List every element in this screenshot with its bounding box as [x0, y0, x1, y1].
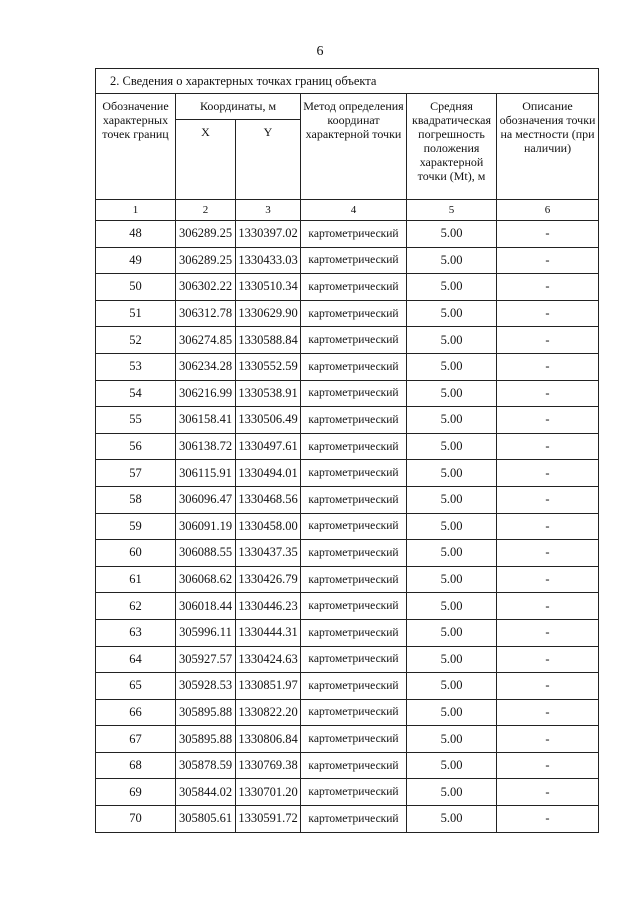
error-cell: 5.00 [407, 593, 497, 620]
y-coordinate-cell: 1330851.97 [236, 673, 301, 700]
x-coordinate-cell: 306096.47 [176, 486, 236, 513]
x-coordinate-cell: 306068.62 [176, 566, 236, 593]
method-cell: картометрический [301, 274, 407, 301]
point-id-cell: 59 [96, 513, 176, 540]
method-cell: картометрический [301, 726, 407, 753]
x-coordinate-cell: 305805.61 [176, 806, 236, 833]
x-coordinate-cell: 306234.28 [176, 353, 236, 380]
method-cell: картометрический [301, 247, 407, 274]
y-coordinate-cell: 1330538.91 [236, 380, 301, 407]
table-row [96, 593, 599, 620]
error-cell: 5.00 [407, 380, 497, 407]
y-coordinate-cell: 1330494.01 [236, 460, 301, 487]
y-coordinate-cell: 1330497.61 [236, 433, 301, 460]
y-coordinate-cell: 1330806.84 [236, 726, 301, 753]
method-cell: картометрический [301, 327, 407, 354]
y-coordinate-cell: 1330591.72 [236, 806, 301, 833]
description-cell: - [497, 433, 599, 460]
y-coordinate-cell: 1330437.35 [236, 540, 301, 567]
method-cell: картометрический [301, 593, 407, 620]
description-cell: - [497, 752, 599, 779]
method-cell: картометрический [301, 513, 407, 540]
description-cell: - [497, 486, 599, 513]
table-body [96, 221, 599, 833]
description-cell: - [497, 593, 599, 620]
table-row [96, 274, 599, 301]
error-cell: 5.00 [407, 540, 497, 567]
error-cell: 5.00 [407, 646, 497, 673]
column-number: 3 [236, 200, 301, 221]
point-id-cell: 66 [96, 699, 176, 726]
y-coordinate-cell: 1330468.56 [236, 486, 301, 513]
description-cell: - [497, 407, 599, 434]
point-id-cell: 50 [96, 274, 176, 301]
x-coordinate-cell: 305895.88 [176, 699, 236, 726]
method-cell: картометрический [301, 699, 407, 726]
method-cell: картометрический [301, 407, 407, 434]
error-cell: 5.00 [407, 779, 497, 806]
error-cell: 5.00 [407, 247, 497, 274]
x-coordinate-cell: 305996.11 [176, 619, 236, 646]
column-number: 1 [96, 200, 176, 221]
error-cell: 5.00 [407, 460, 497, 487]
point-id-cell: 65 [96, 673, 176, 700]
y-coordinate-cell: 1330446.23 [236, 593, 301, 620]
method-cell: картометрический [301, 540, 407, 567]
table-row [96, 726, 599, 753]
error-cell: 5.00 [407, 752, 497, 779]
y-coordinate-cell: 1330444.31 [236, 619, 301, 646]
description-cell: - [497, 726, 599, 753]
x-coordinate-cell: 306091.19 [176, 513, 236, 540]
column-number: 4 [301, 200, 407, 221]
header-y: Y [236, 120, 301, 200]
description-cell: - [497, 353, 599, 380]
point-id-cell: 53 [96, 353, 176, 380]
description-cell: - [497, 327, 599, 354]
table-row [96, 619, 599, 646]
description-cell: - [497, 380, 599, 407]
description-cell: - [497, 221, 599, 248]
error-cell: 5.00 [407, 433, 497, 460]
page-number: 6 [316, 44, 324, 59]
x-coordinate-cell: 306289.25 [176, 221, 236, 248]
point-id-cell: 62 [96, 593, 176, 620]
column-number: 6 [497, 200, 599, 221]
table-row [96, 806, 599, 833]
method-cell: картометрический [301, 752, 407, 779]
point-id-cell: 56 [96, 433, 176, 460]
y-coordinate-cell: 1330701.20 [236, 779, 301, 806]
point-id-cell: 48 [96, 221, 176, 248]
table-row [96, 699, 599, 726]
table-row [96, 407, 599, 434]
method-cell: картометрический [301, 673, 407, 700]
x-coordinate-cell: 305844.02 [176, 779, 236, 806]
y-coordinate-cell: 1330426.79 [236, 566, 301, 593]
header-x: X [176, 120, 236, 200]
table-row [96, 486, 599, 513]
point-id-cell: 61 [96, 566, 176, 593]
x-coordinate-cell: 306138.72 [176, 433, 236, 460]
table-row [96, 327, 599, 354]
description-cell: - [497, 247, 599, 274]
y-coordinate-cell: 1330510.34 [236, 274, 301, 301]
x-coordinate-cell: 306312.78 [176, 300, 236, 327]
table-row [96, 752, 599, 779]
column-number: 2 [176, 200, 236, 221]
description-cell: - [497, 673, 599, 700]
description-cell: - [497, 646, 599, 673]
table-row [96, 779, 599, 806]
point-id-cell: 57 [96, 460, 176, 487]
x-coordinate-cell: 306216.99 [176, 380, 236, 407]
error-cell: 5.00 [407, 513, 497, 540]
description-cell: - [497, 540, 599, 567]
x-coordinate-cell: 305927.57 [176, 646, 236, 673]
section-title: 2. Сведения о характерных точках границ объекта [96, 69, 599, 94]
table-row [96, 353, 599, 380]
column-number: 5 [407, 200, 497, 221]
point-id-cell: 52 [96, 327, 176, 354]
column-number-row [96, 200, 599, 221]
method-cell: картометрический [301, 646, 407, 673]
point-id-cell: 70 [96, 806, 176, 833]
table-row [96, 646, 599, 673]
method-cell: картометрический [301, 433, 407, 460]
table-row [96, 566, 599, 593]
error-cell: 5.00 [407, 619, 497, 646]
table-row [96, 380, 599, 407]
table-row [96, 540, 599, 567]
x-coordinate-cell: 306274.85 [176, 327, 236, 354]
x-coordinate-cell: 305878.59 [176, 752, 236, 779]
x-coordinate-cell: 306018.44 [176, 593, 236, 620]
method-cell: картометрический [301, 779, 407, 806]
description-cell: - [497, 566, 599, 593]
table-row [96, 673, 599, 700]
x-coordinate-cell: 305895.88 [176, 726, 236, 753]
description-cell: - [497, 300, 599, 327]
error-cell: 5.00 [407, 407, 497, 434]
x-coordinate-cell: 306289.25 [176, 247, 236, 274]
error-cell: 5.00 [407, 353, 497, 380]
point-id-cell: 49 [96, 247, 176, 274]
description-cell: - [497, 806, 599, 833]
boundary-points-table [95, 68, 599, 833]
point-id-cell: 51 [96, 300, 176, 327]
error-cell: 5.00 [407, 673, 497, 700]
y-coordinate-cell: 1330506.49 [236, 407, 301, 434]
x-coordinate-cell: 306088.55 [176, 540, 236, 567]
y-coordinate-cell: 1330458.00 [236, 513, 301, 540]
description-cell: - [497, 460, 599, 487]
y-coordinate-cell: 1330588.84 [236, 327, 301, 354]
method-cell: картометрический [301, 300, 407, 327]
y-coordinate-cell: 1330769.38 [236, 752, 301, 779]
x-coordinate-cell: 306302.22 [176, 274, 236, 301]
error-cell: 5.00 [407, 300, 497, 327]
error-cell: 5.00 [407, 486, 497, 513]
point-id-cell: 55 [96, 407, 176, 434]
method-cell: картометрический [301, 380, 407, 407]
description-cell: - [497, 274, 599, 301]
table-row [96, 300, 599, 327]
header-description: Описание обозначения точки на местности (при наличии) [497, 94, 599, 200]
description-cell: - [497, 619, 599, 646]
x-coordinate-cell: 306115.91 [176, 460, 236, 487]
y-coordinate-cell: 1330397.02 [236, 221, 301, 248]
point-id-cell: 60 [96, 540, 176, 567]
y-coordinate-cell: 1330629.90 [236, 300, 301, 327]
table-row [96, 433, 599, 460]
point-id-cell: 69 [96, 779, 176, 806]
method-cell: картометрический [301, 221, 407, 248]
table-row [96, 460, 599, 487]
error-cell: 5.00 [407, 221, 497, 248]
x-coordinate-cell: 306158.41 [176, 407, 236, 434]
error-cell: 5.00 [407, 327, 497, 354]
header-error: Средняя квадратическая погрешность положения характерной точки (Mt), м [407, 94, 497, 200]
point-id-cell: 54 [96, 380, 176, 407]
error-cell: 5.00 [407, 726, 497, 753]
y-coordinate-cell: 1330424.63 [236, 646, 301, 673]
table-row [96, 221, 599, 248]
error-cell: 5.00 [407, 274, 497, 301]
y-coordinate-cell: 1330433.03 [236, 247, 301, 274]
point-id-cell: 58 [96, 486, 176, 513]
header-coordinates: Координаты, м [176, 94, 301, 120]
method-cell: картометрический [301, 486, 407, 513]
method-cell: картометрический [301, 353, 407, 380]
point-id-cell: 64 [96, 646, 176, 673]
description-cell: - [497, 513, 599, 540]
error-cell: 5.00 [407, 806, 497, 833]
y-coordinate-cell: 1330822.20 [236, 699, 301, 726]
header-designation: Обозначение характерных точек границ [96, 94, 176, 200]
point-id-cell: 63 [96, 619, 176, 646]
header-method: Метод определения координат характерной точки [301, 94, 407, 200]
error-cell: 5.00 [407, 566, 497, 593]
method-cell: картометрический [301, 566, 407, 593]
point-id-cell: 67 [96, 726, 176, 753]
error-cell: 5.00 [407, 699, 497, 726]
table-row [96, 247, 599, 274]
y-coordinate-cell: 1330552.59 [236, 353, 301, 380]
x-coordinate-cell: 305928.53 [176, 673, 236, 700]
description-cell: - [497, 779, 599, 806]
method-cell: картометрический [301, 806, 407, 833]
method-cell: картометрический [301, 460, 407, 487]
table-row [96, 513, 599, 540]
description-cell: - [497, 699, 599, 726]
method-cell: картометрический [301, 619, 407, 646]
point-id-cell: 68 [96, 752, 176, 779]
